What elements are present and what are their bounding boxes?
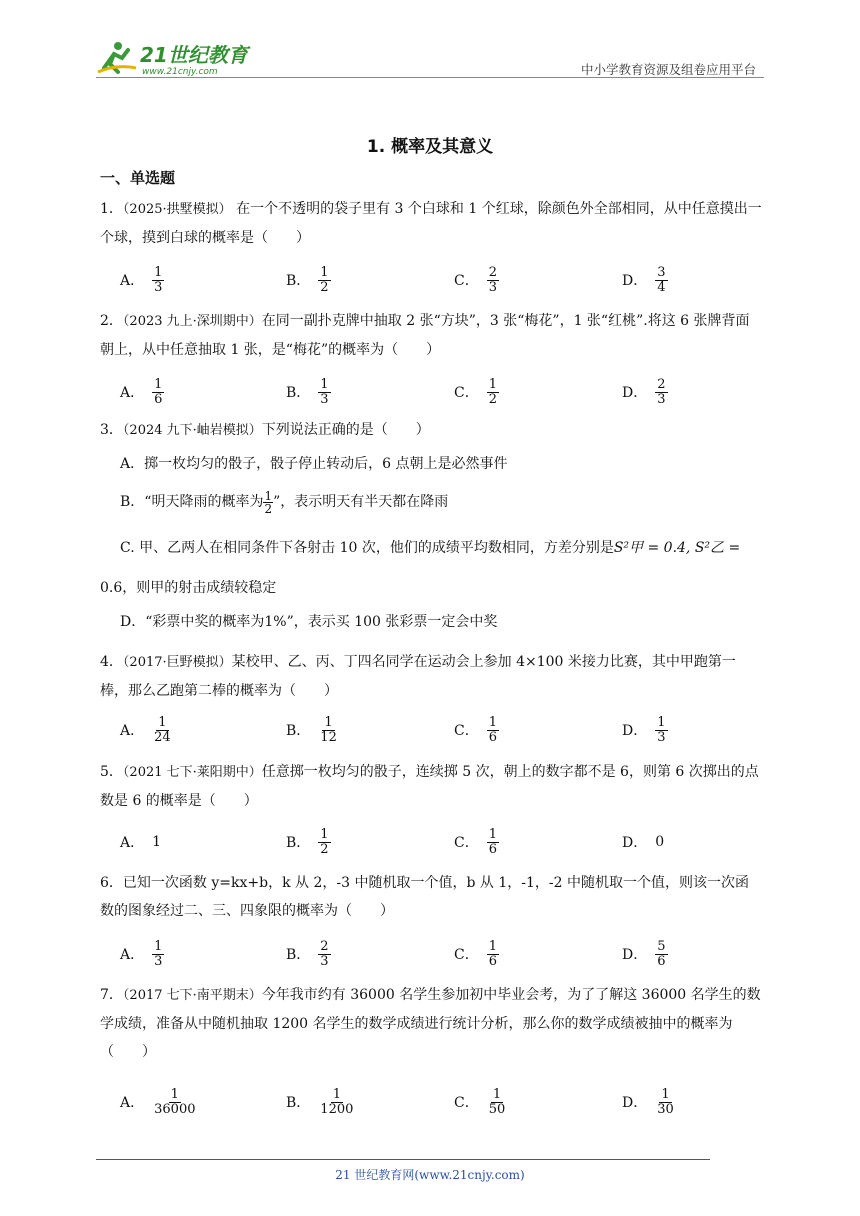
platform-name: 中小学教育资源及组卷应用平台 — [580, 62, 756, 77]
question-7-options — [120, 1085, 762, 1119]
question-3-option-d: D．“彩票中奖的概率为1%”，表示买 100 张彩票一定会中奖 — [120, 614, 498, 630]
header-divider — [96, 77, 764, 78]
option-d: D． 0 — [622, 834, 665, 851]
footer-link[interactable]: 21 世纪教育网(www.21cnjy.com) — [335, 1168, 525, 1182]
option-c: C． $\frac{2}{3}$ — [454, 264, 497, 295]
question-5-options — [120, 825, 762, 859]
question-3-option-b: B．“明天降雨的概率为 $\frac{1}{2}$ ”，表示明天有半天都在降雨 — [120, 488, 449, 516]
option-c: C． $\frac{1}{6}$ — [454, 938, 497, 969]
option-a: A． $\frac{1}{24}$ — [120, 714, 171, 745]
option-b: B． $\frac{2}{3}$ — [286, 938, 329, 969]
footer-divider — [96, 1159, 710, 1160]
question-3-option-a: A．掷一枚均匀的骰子，骰子停止转动后，6 点朝上是必然事件 — [120, 456, 508, 472]
question-3-option-c: C. 甲、乙两人在相同条件下各射击 10 次，他们的成绩平均数相同，方差分别是S²甲 = 0.4, S²乙 = — [120, 540, 741, 556]
logo-text: 21世纪教育 — [140, 43, 248, 67]
question-3: 3．（2024 九下·岫岩模拟）下列说法正确的是（ ） — [100, 422, 430, 438]
option-c: C． $\frac{1}{2}$ — [454, 376, 497, 407]
option-b: B． $\frac{1}{2}$ — [286, 264, 329, 295]
question-2: 2．（2023 九上·深圳期中）在同一副扑克牌中抽取 2 张“方块”，3 张“梅花”，1 张“红桃”.将这 6 张牌背面朝上，从中任意抽取 1 张，是“梅花”的概率为（ ） — [100, 313, 750, 358]
question-4-options — [120, 713, 762, 747]
question-6-options — [120, 937, 762, 971]
option-d: D． $\frac{5}{6}$ — [622, 938, 666, 969]
question-1-options — [120, 263, 762, 297]
question-6: 6．已知一次函数 y=kx+b，k 从 2，-3 中随机取一个值，b 从 1，-1，-2 中随机取一个值，则该一次函数的图象经过二、三、四象限的概率为（ ） — [100, 875, 749, 919]
option-d: D． $\frac{1}{3}$ — [622, 714, 666, 745]
question-3-option-c-cont: 0.6，则甲的射击成绩较稳定 — [100, 580, 277, 596]
section-heading: 一、单选题 — [100, 169, 176, 187]
option-b: B． $\frac{1}{2}$ — [286, 826, 329, 857]
page-title: 1. 概率及其意义 — [366, 137, 494, 157]
option-b: B． $\frac{1}{1200}$ — [286, 1086, 354, 1117]
option-c: C． $\frac{1}{50}$ — [454, 1086, 506, 1117]
option-a: A． $\frac{1}{6}$ — [120, 376, 163, 407]
question-4: 4．（2017·巨野模拟）某校甲、乙、丙、丁四名同学在运动会上参加 4×100 米接力比赛，其中甲跑第一棒，那么乙跑第二棒的概率为（ ） — [100, 654, 736, 699]
option-b: B． $\frac{1}{3}$ — [286, 376, 329, 407]
option-a: A． $\frac{1}{3}$ — [120, 264, 163, 295]
option-a: A． $\frac{1}{36000}$ — [120, 1086, 196, 1117]
option-d: D． $\frac{1}{30}$ — [622, 1086, 674, 1117]
option-d: D． $\frac{2}{3}$ — [622, 376, 666, 407]
question-2-options — [120, 375, 762, 409]
option-d: D． $\frac{3}{4}$ — [622, 264, 666, 295]
option-c: C． $\frac{1}{6}$ — [454, 826, 497, 857]
question-5: 5．（2021 七下·莱阳期中）任意掷一枚均匀的骰子，连续掷 5 次，朝上的数字都不是 6，则第 6 次掷出的点数是 6 的概率是（ ） — [100, 764, 759, 809]
site-logo — [96, 38, 258, 76]
question-1: 1．（2025·拱墅模拟） 在一个不透明的袋子里有 3 个白球和 1 个红球，除颜色外全部相同，从中任意摸出一个球，摸到白球的概率是（ ） — [100, 201, 762, 246]
option-a: A． 1 — [120, 834, 162, 851]
option-c: C． $\frac{1}{6}$ — [454, 714, 497, 745]
option-a: A． $\frac{1}{3}$ — [120, 938, 163, 969]
logo-url: www.21cnjy.com — [142, 67, 218, 76]
option-b: B． $\frac{1}{12}$ — [286, 714, 337, 745]
question-7: 7．（2017 七下·南平期末）今年我市约有 36000 名学生参加初中毕业会考，为了了解这 36000 名学生的数学成绩，准备从中随机抽取 1200 名学生的数学成绩进行统计分析，那么你的数学成绩被抽中的概率为 （ ） — [100, 987, 761, 1060]
